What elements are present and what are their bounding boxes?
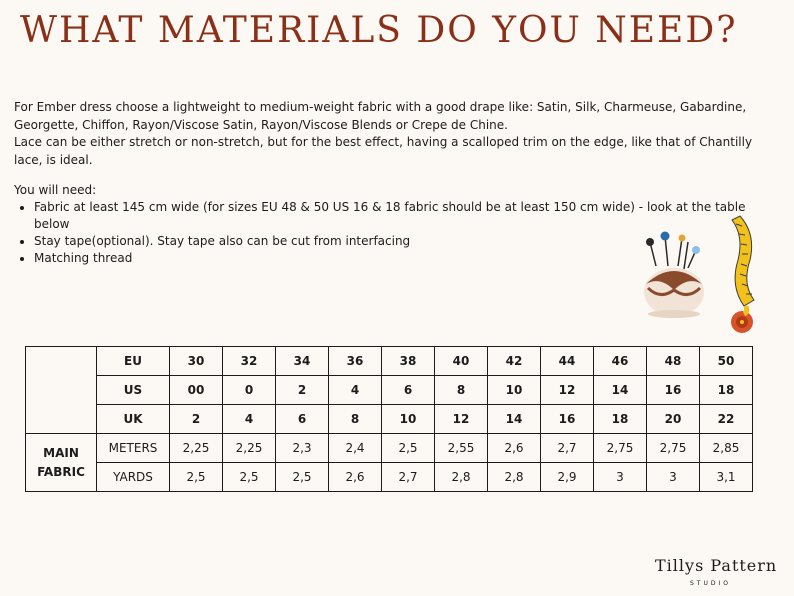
table-cell: 50 (700, 347, 753, 376)
table-cell: 2,6 (488, 434, 541, 463)
table-row-us (26, 376, 753, 405)
materials-item-thread: • Matching thread (34, 250, 784, 267)
table-cell: 3,1 (700, 463, 753, 492)
row-label-uk: UK (97, 405, 170, 434)
table-cell: 30 (170, 347, 223, 376)
table-cell: 2,4 (329, 434, 382, 463)
table-cell: 38 (382, 347, 435, 376)
table-cell: 2,8 (435, 463, 488, 492)
table-cell: 3 (594, 463, 647, 492)
table-cell: 00 (170, 376, 223, 405)
table-cell: 44 (541, 347, 594, 376)
table-row-yards (26, 463, 753, 492)
table-cell: 8 (329, 405, 382, 434)
table-cell: 14 (594, 376, 647, 405)
row-label-meters: METERS (97, 434, 170, 463)
table-cell: 2,5 (382, 434, 435, 463)
row-label-yards: YARDS (97, 463, 170, 492)
table-cell: 48 (647, 347, 700, 376)
table-cell: 42 (488, 347, 541, 376)
materials-item-stay-tape: • Stay tape(optional). Stay tape also can be cut from interfacing (34, 233, 784, 250)
table-cell: 12 (541, 376, 594, 405)
table-cell: 32 (223, 347, 276, 376)
sewing-illustration (638, 214, 768, 338)
table-cell: 2,5 (223, 463, 276, 492)
table-cell: 4 (329, 376, 382, 405)
table-cell: 2,85 (700, 434, 753, 463)
table-cell: 2,5 (170, 463, 223, 492)
table-cell: 0 (223, 376, 276, 405)
intro-fabric-paragraph: For Ember dress choose a lightweight to medium-weight fabric with a good drape like: Satin, Silk, Charmeuse, Gabardine, Georgette, Chiffon, Rayon/Viscose Satin, Rayon/Viscose Blends or Crepe de Chine. (14, 100, 747, 132)
page-title: WHAT MATERIALS DO YOU NEED? (20, 10, 738, 51)
table-cell: 20 (647, 405, 700, 434)
table-cell: 12 (435, 405, 488, 434)
measuring-tape-icon (731, 216, 754, 333)
table-cell: 34 (276, 347, 329, 376)
table-cell: 6 (276, 405, 329, 434)
table-cell: 2,25 (223, 434, 276, 463)
table-cell: 3 (647, 463, 700, 492)
table-cell: 18 (594, 405, 647, 434)
intro-text (14, 99, 784, 169)
table-cell: 2,55 (435, 434, 488, 463)
table-cell: 36 (329, 347, 382, 376)
table-cell: 16 (541, 405, 594, 434)
pin-cushion-icon (644, 232, 704, 319)
table-row-eu (26, 347, 753, 376)
table-cell: 2 (276, 376, 329, 405)
materials-heading: You will need: (14, 183, 97, 197)
table-cell: 2,25 (170, 434, 223, 463)
intro-lace-paragraph: Lace can be either stretch or non-stretch, but for the best effect, having a scalloped trim on the edge, like that of Chantilly lace, is ideal. (14, 135, 753, 167)
table-cell: 40 (435, 347, 488, 376)
table-cell: 2,6 (329, 463, 382, 492)
table-row-meters (26, 434, 753, 463)
table-cell: 10 (488, 376, 541, 405)
materials-item-fabric: • Fabric at least 145 cm wide (for sizes EU 48 & 50 US 16 & 18 fabric should be at least 150 cm wide) - look at the table below (34, 199, 784, 233)
table-cell: 4 (223, 405, 276, 434)
table-cell: 22 (700, 405, 753, 434)
size-chart-table (25, 346, 753, 492)
table-cell: 2,75 (594, 434, 647, 463)
table-cell: 2,7 (541, 434, 594, 463)
table-cell: 2,9 (541, 463, 594, 492)
table-cell: 14 (488, 405, 541, 434)
table-cell: 2,3 (276, 434, 329, 463)
table-cell: 10 (382, 405, 435, 434)
table-row-uk (26, 405, 753, 434)
row-label-eu: EU (97, 347, 170, 376)
table-cell: 2,5 (276, 463, 329, 492)
table-cell: 46 (594, 347, 647, 376)
table-cell: 2 (170, 405, 223, 434)
table-cell: 6 (382, 376, 435, 405)
table-cell: 2,75 (647, 434, 700, 463)
table-cell: 18 (700, 376, 753, 405)
brand-logo-name: Tillys Pattern (655, 556, 778, 575)
table-cell: 8 (435, 376, 488, 405)
table-cell: 2,7 (382, 463, 435, 492)
table-corner-cell (26, 347, 97, 434)
row-label-us: US (97, 376, 170, 405)
brand-logo-sub: STUDIO (690, 580, 731, 587)
table-cell: 2,8 (488, 463, 541, 492)
main-fabric-label: MAIN FABRIC (26, 434, 97, 492)
table-cell: 16 (647, 376, 700, 405)
